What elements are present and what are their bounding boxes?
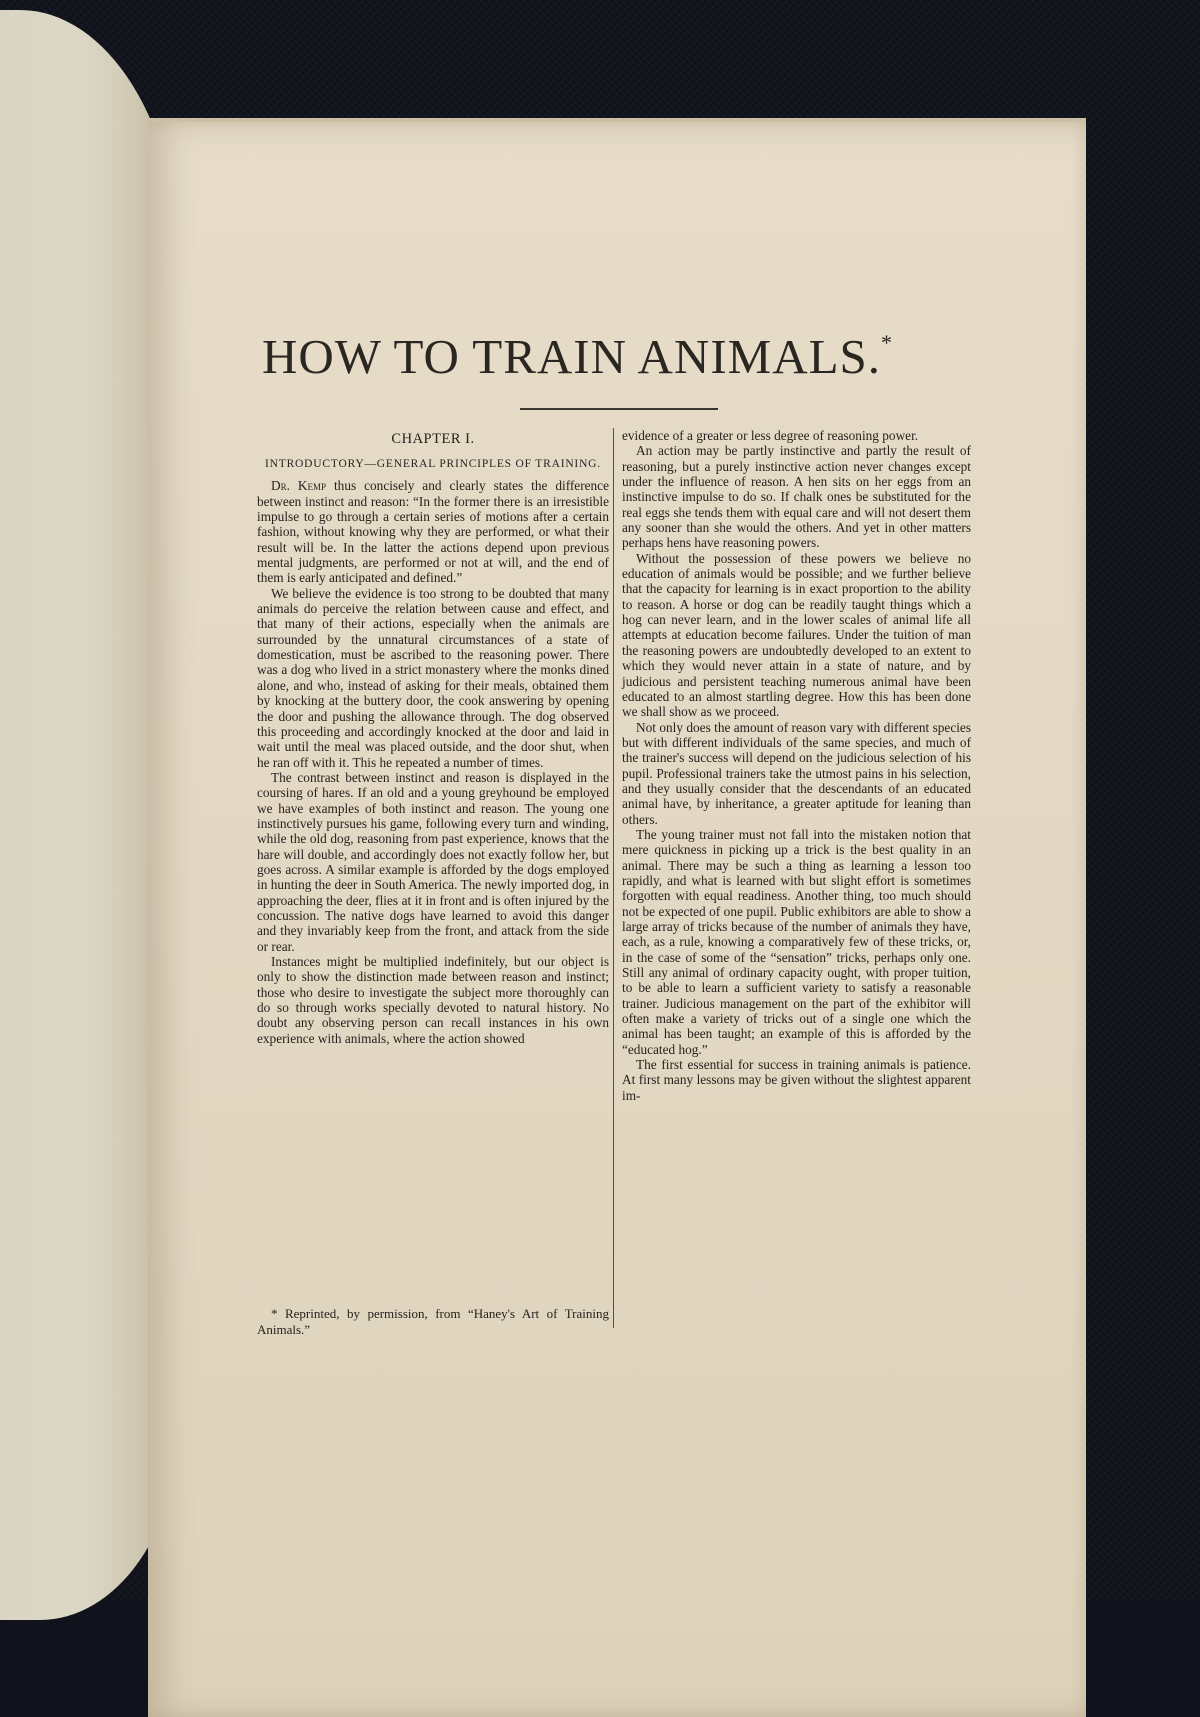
left-column bbox=[257, 428, 609, 1046]
chapter-label: CHAPTER I. bbox=[391, 431, 475, 447]
paragraph: Without the possession of these powers we believe no education of animals would be possible; and we further believe that the capacity for learning is in exact proportion to the ability to reason. A horse or dog can be readily taught things which a hog can never learn, and in the lower scales of animal life all attempts at education become failures. Under the tuition of man the reasoning powers are undoubtedly developed to an extent to which they would never attain in a state of nature, and by judicious and persistent teaching numerous animal have been educated to an almost startling degree. How this has been done we shall show as we proceed. bbox=[622, 550, 971, 720]
paragraph-text: thus concisely and clearly states the difference between instinct and reason: “In the former there is an irresistible impulse to go through a certain series of motions after a certain fashion, without knowing why they are performed, or what their result will be. In the latter the actions depend upon previous mental judgments, are performed or not at will, and the end of them is early anticipated and defined.” bbox=[257, 478, 609, 586]
paragraph: The young trainer must not fall into the mistaken notion that mere quickness in picking up a trick is the best quality in an animal. There may be such a thing as learning a lesson too rapidly, and what is learned with but slight effort is sometimes forgotten with equal readiness. Another thing, too much should not be expected of one pupil. Public exhibitors are able to show a large array of tricks because of the number of animals they have, each, as a rule, knowing a comparatively few of these tricks, or, in the case of some of the “sensation” tricks, perhaps only one. Still any animal of ordinary capacity ought, with proper tuition, to be able to learn a sufficient variety to satisfy a reasonable trainer. Judicious management on the part of the exhibitor will often make a variety of tricks out of a single one which the animal has been taught; an example of this is afforded by the “educated hog.” bbox=[622, 826, 971, 1057]
lead-name: Dr. Kemp bbox=[271, 478, 327, 494]
paragraph: Instances might be multiplied indefinitely, but our object is only to show the distinction made between reason and instinct; those who desire to investigate the subject more thoroughly can do so through works specially devoted to natural history. No doubt any observing person can recall instances in his own experience with animals, where the action showed bbox=[257, 954, 609, 1046]
title-footnote-marker: * bbox=[881, 330, 894, 355]
paragraph: We believe the evidence is too strong to be doubted that many animals do perceive the relation between cause and effect, and that many of their actions, especially when the animals are surrounded by the unnatural circumstances of a state of domestication, must be ascribed to the reasoning power. There was a dog who lived in a strict monastery where the monks dined alone, and who, instead of asking for their meals, obtained them by knocking at the buttery door, the cook answering by opening the door and pushing the allowance through. The dog observed this proceeding and accordingly knocked at the door and laid in wait until the meal was placed outside, and the door shut, when he ran off with it. This he repeated a number of times. bbox=[257, 585, 609, 770]
column-divider bbox=[613, 428, 614, 1328]
paragraph: The contrast between instinct and reason is displayed in the coursing of hares. If an old and a young greyhound be employed we have examples of both instinct and reason. The young one instinctively pursues his game, following every turn and winding, while the old dog, reasoning from past experience, knows that the hare will double, and accordingly does not exactly follow her, but goes across. A similar example is afforded by the dogs employed in hunting the deer in South America. The newly imported dog, in approaching the deer, flies at it in front and is often injured by the concussion. The native dogs have learned to avoid this danger and they invariably keep from the front, and attack from the side or rear. bbox=[257, 769, 609, 954]
paragraph: evidence of a greater or less degree of reasoning power. bbox=[622, 428, 919, 443]
paragraph bbox=[257, 478, 609, 585]
title-text: HOW TO TRAIN ANIMALS. bbox=[262, 329, 882, 384]
paragraph: The first essential for success in training animals is patience. At first many lessons may be given without the slightest apparent im- bbox=[622, 1057, 971, 1103]
paragraph: An action may be partly instinctive and partly the result of reasoning, but a purely instinctive action never changes except under the influence of reason. A hen sits on her eggs from an instinctive impulse to do so. If chalk ones be substituted for the real eggs she tends them with equal care and will not desert them any sooner than she would the others. And yet in other matters perhaps hens have reasoning powers. bbox=[622, 443, 971, 551]
chapter-subtitle: INTRODUCTORY—GENERAL PRINCIPLES OF TRAINING. bbox=[265, 458, 601, 471]
title-rule bbox=[520, 408, 718, 410]
paragraph: Not only does the amount of reason vary with different species but with different individuals of the same species, and much of the trainer's success will depend on the judicious selection of his pupil. Professional trainers take the utmost pains in his selection, and they usually consider that the descendants of an educated animal have, by inheritance, a greater aptitude for leaning than others. bbox=[622, 719, 971, 827]
right-column bbox=[622, 428, 971, 1103]
page-title bbox=[262, 329, 982, 384]
footnote: * Reprinted, by permission, from “Haney's Art of Training Animals.” bbox=[257, 1306, 609, 1337]
